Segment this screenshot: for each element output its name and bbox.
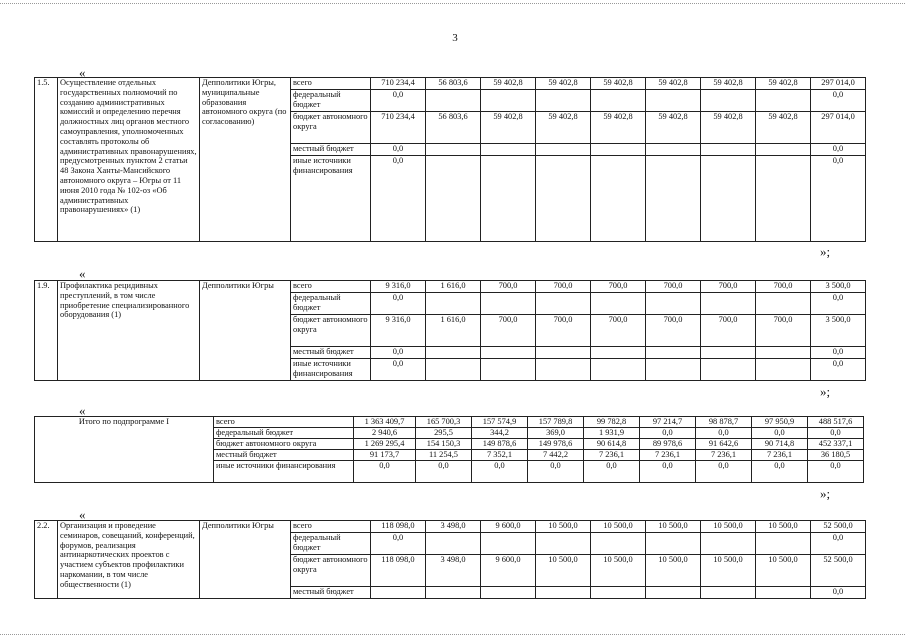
value-cell: 9 600,0 (481, 555, 536, 587)
value-cell: 97 950,9 (752, 417, 808, 428)
value-cell: 10 500,0 (756, 555, 811, 587)
value-cell: 7 236,1 (696, 450, 752, 461)
value-cell: 7 236,1 (640, 450, 696, 461)
value-cell: 99 782,8 (584, 417, 640, 428)
value-cell: 700,0 (756, 281, 811, 293)
section-table (34, 77, 866, 242)
value-cell: 0,0 (354, 461, 416, 483)
value-cell (756, 587, 811, 599)
value-cell: 0,0 (696, 461, 752, 483)
value-cell: 0,0 (811, 533, 866, 555)
value-cell (426, 347, 481, 359)
value-cell: 0,0 (371, 533, 426, 555)
value-cell: 488 517,6 (808, 417, 864, 428)
value-cell (536, 90, 591, 112)
value-cell: 9 316,0 (371, 315, 426, 347)
value-cell: 59 402,8 (646, 112, 701, 144)
value-cell (701, 90, 756, 112)
value-cell: 0,0 (371, 359, 426, 381)
value-cell (536, 144, 591, 156)
value-cell (591, 144, 646, 156)
row-label: всего (291, 281, 371, 293)
value-cell: 295,5 (416, 428, 472, 439)
value-cell: 700,0 (756, 315, 811, 347)
value-cell: 0,0 (811, 144, 866, 156)
value-cell (481, 90, 536, 112)
scan-top-edge (0, 3, 905, 4)
value-cell (756, 144, 811, 156)
value-cell: 59 402,8 (591, 112, 646, 144)
value-cell (701, 533, 756, 555)
value-cell: 3 498,0 (426, 555, 481, 587)
value-cell: 700,0 (646, 281, 701, 293)
value-cell: 0,0 (528, 461, 584, 483)
value-cell: 36 180,5 (808, 450, 864, 461)
value-cell: 59 402,8 (481, 112, 536, 144)
value-cell: 90 614,8 (584, 439, 640, 450)
value-cell (756, 533, 811, 555)
value-cell: 52 500,0 (811, 555, 866, 587)
value-cell: 0,0 (811, 347, 866, 359)
executor: Депполитики Югры (200, 521, 291, 599)
row-label: всего (291, 521, 371, 533)
value-cell: 59 402,8 (701, 112, 756, 144)
value-cell: 3 500,0 (811, 281, 866, 293)
value-cell (536, 587, 591, 599)
value-cell (371, 587, 426, 599)
value-cell: 10 500,0 (591, 521, 646, 533)
value-cell (646, 359, 701, 381)
row-label: местный бюджет (214, 450, 354, 461)
value-cell (426, 587, 481, 599)
value-cell: 2 940,6 (354, 428, 416, 439)
value-cell: 118 098,0 (371, 555, 426, 587)
value-cell: 56 803,6 (426, 112, 481, 144)
value-cell (426, 90, 481, 112)
row-label: иные источники финансирования (291, 359, 371, 381)
value-cell (646, 587, 701, 599)
row-number: 2.2. (35, 521, 58, 599)
value-cell: 0,0 (808, 461, 864, 483)
value-cell (701, 587, 756, 599)
value-cell: 0,0 (811, 359, 866, 381)
value-cell: 0,0 (371, 144, 426, 156)
value-cell: 700,0 (536, 281, 591, 293)
measure-title: Организация и проведение семинаров, совещаний, конференций, форумов, реализация антинаркотических проектов с участием субъектов профилактики наркомании, в том числе общественности (1) (58, 521, 200, 599)
value-cell (536, 359, 591, 381)
value-cell (646, 533, 701, 555)
value-cell: 52 500,0 (811, 521, 866, 533)
value-cell: 700,0 (701, 281, 756, 293)
value-cell (481, 347, 536, 359)
row-label: местный бюджет (291, 144, 371, 156)
value-cell (481, 144, 536, 156)
value-cell: 700,0 (536, 315, 591, 347)
value-cell: 0,0 (811, 293, 866, 315)
value-cell: 700,0 (646, 315, 701, 347)
value-cell: 0,0 (752, 461, 808, 483)
value-cell: 7 352,1 (472, 450, 528, 461)
value-cell: 1 616,0 (426, 315, 481, 347)
value-cell: 10 500,0 (701, 555, 756, 587)
value-cell: 10 500,0 (591, 555, 646, 587)
value-cell: 89 978,6 (640, 439, 696, 450)
row-label: местный бюджет (291, 587, 371, 599)
value-cell (591, 293, 646, 315)
section-1-5 (34, 77, 866, 242)
value-cell: 10 500,0 (536, 555, 591, 587)
value-cell: 157 574,9 (472, 417, 528, 428)
value-cell (591, 90, 646, 112)
closing-quote: »; (820, 384, 831, 399)
closing-quote: »; (820, 244, 831, 259)
row-label: иные источники финансирования (214, 461, 354, 483)
executor: Депполитики Югры (200, 281, 291, 381)
row-label: всего (214, 417, 354, 428)
value-cell: 344,2 (472, 428, 528, 439)
value-cell: 0,0 (808, 428, 864, 439)
value-cell: 59 402,8 (481, 78, 536, 90)
subprogram-total (34, 416, 864, 483)
value-cell: 0,0 (416, 461, 472, 483)
section-table (34, 280, 866, 381)
value-cell: 0,0 (811, 156, 866, 242)
value-cell (426, 359, 481, 381)
value-cell: 1 269 295,4 (354, 439, 416, 450)
row-label: всего (291, 78, 371, 90)
value-cell (481, 156, 536, 242)
measure-title: Профилактика рецидивных преступлений, в том числе приобретение специализированного оборудования (1) (58, 281, 200, 381)
value-cell (536, 533, 591, 555)
value-cell: 154 150,3 (416, 439, 472, 450)
value-cell (756, 347, 811, 359)
value-cell: 0,0 (640, 428, 696, 439)
executor: Депполитики Югры, муниципальные образования автономного округа (по согласованию) (200, 78, 291, 242)
value-cell: 10 500,0 (756, 521, 811, 533)
value-cell: 0,0 (640, 461, 696, 483)
value-cell: 3 500,0 (811, 315, 866, 347)
opening-quote: « (79, 266, 86, 281)
value-cell (591, 359, 646, 381)
value-cell: 452 337,1 (808, 439, 864, 450)
value-cell (481, 359, 536, 381)
page-number: 3 (452, 32, 458, 44)
value-cell: 0,0 (696, 428, 752, 439)
total-table (34, 416, 864, 483)
row-number: 1.9. (35, 281, 58, 381)
opening-quote: « (79, 65, 86, 80)
value-cell (701, 144, 756, 156)
row-label: бюджет автономного округа (291, 555, 371, 587)
value-cell: 59 402,8 (701, 78, 756, 90)
value-cell: 59 402,8 (536, 112, 591, 144)
value-cell: 91 642,6 (696, 439, 752, 450)
value-cell: 0,0 (371, 347, 426, 359)
value-cell: 97 214,7 (640, 417, 696, 428)
value-cell: 98 878,7 (696, 417, 752, 428)
measure-title: Осуществление отдельных государственных полномочий по созданию административных комиссий и определению перечня должностных лиц органов местного самоуправления, уполномоченных составлять протоколы об административных правонарушениях, предусмотренных пунктом 2 статьи 48 Закона Ханты-Мансийского автономного округа – Югры от 11 июня 2010 года № 102-оз «Об административных правонарушениях» (1) (58, 78, 200, 242)
value-cell (646, 90, 701, 112)
value-cell (756, 359, 811, 381)
row-label: местный бюджет (291, 347, 371, 359)
value-cell (481, 533, 536, 555)
row-label: федеральный бюджет (214, 428, 354, 439)
value-cell: 9 316,0 (371, 281, 426, 293)
value-cell (756, 293, 811, 315)
value-cell: 56 803,6 (426, 78, 481, 90)
row-label: федеральный бюджет (291, 293, 371, 315)
value-cell: 11 254,5 (416, 450, 472, 461)
row-label: бюджет автономного округа (291, 315, 371, 347)
value-cell (426, 144, 481, 156)
row-label: федеральный бюджет (291, 90, 371, 112)
value-cell: 7 236,1 (584, 450, 640, 461)
value-cell: 149 978,6 (528, 439, 584, 450)
value-cell: 59 402,8 (536, 78, 591, 90)
value-cell: 0,0 (371, 156, 426, 242)
value-cell (536, 293, 591, 315)
value-cell: 1 616,0 (426, 281, 481, 293)
total-title: Итого по подпрограмме I (35, 417, 214, 483)
value-cell (756, 156, 811, 242)
value-cell: 0,0 (371, 90, 426, 112)
value-cell (701, 156, 756, 242)
closing-quote: »; (820, 486, 831, 501)
value-cell (646, 144, 701, 156)
value-cell (591, 156, 646, 242)
row-number: 1.5. (35, 78, 58, 242)
value-cell: 165 700,3 (416, 417, 472, 428)
value-cell: 7 442,2 (528, 450, 584, 461)
value-cell: 59 402,8 (646, 78, 701, 90)
value-cell: 10 500,0 (646, 555, 701, 587)
value-cell (536, 156, 591, 242)
section-2-2 (34, 520, 866, 599)
value-cell: 118 098,0 (371, 521, 426, 533)
value-cell: 59 402,8 (591, 78, 646, 90)
value-cell: 3 498,0 (426, 521, 481, 533)
value-cell: 1 363 409,7 (354, 417, 416, 428)
value-cell: 700,0 (591, 281, 646, 293)
value-cell: 369,0 (528, 428, 584, 439)
value-cell (701, 359, 756, 381)
value-cell: 9 600,0 (481, 521, 536, 533)
value-cell: 90 714,8 (752, 439, 808, 450)
value-cell: 297 014,0 (811, 78, 866, 90)
value-cell: 297 014,0 (811, 112, 866, 144)
value-cell: 0,0 (811, 587, 866, 599)
value-cell (426, 293, 481, 315)
value-cell: 700,0 (481, 281, 536, 293)
value-cell (646, 293, 701, 315)
value-cell: 0,0 (472, 461, 528, 483)
value-cell (646, 156, 701, 242)
value-cell (591, 347, 646, 359)
value-cell (536, 347, 591, 359)
value-cell: 7 236,1 (752, 450, 808, 461)
value-cell (481, 293, 536, 315)
opening-quote: « (79, 403, 86, 418)
value-cell: 0,0 (584, 461, 640, 483)
value-cell (756, 90, 811, 112)
value-cell: 700,0 (591, 315, 646, 347)
value-cell: 149 878,6 (472, 439, 528, 450)
value-cell: 710 234,4 (371, 78, 426, 90)
value-cell: 157 789,8 (528, 417, 584, 428)
value-cell (591, 587, 646, 599)
value-cell: 10 500,0 (536, 521, 591, 533)
value-cell (701, 347, 756, 359)
row-label: бюджет автономного округа (214, 439, 354, 450)
opening-quote: « (79, 507, 86, 522)
value-cell (701, 293, 756, 315)
value-cell (426, 533, 481, 555)
value-cell (481, 587, 536, 599)
scan-bottom-edge (0, 634, 905, 635)
value-cell: 710 234,4 (371, 112, 426, 144)
value-cell: 700,0 (481, 315, 536, 347)
value-cell (646, 347, 701, 359)
row-label: федеральный бюджет (291, 533, 371, 555)
value-cell: 59 402,8 (756, 112, 811, 144)
row-label: иные источники финансирования (291, 156, 371, 242)
value-cell: 1 931,9 (584, 428, 640, 439)
value-cell: 0,0 (371, 293, 426, 315)
value-cell: 59 402,8 (756, 78, 811, 90)
value-cell: 0,0 (752, 428, 808, 439)
section-1-9 (34, 280, 866, 381)
value-cell: 10 500,0 (646, 521, 701, 533)
value-cell (426, 156, 481, 242)
value-cell: 0,0 (811, 90, 866, 112)
row-label: бюджет автономного округа (291, 112, 371, 144)
section-table (34, 520, 866, 599)
value-cell: 10 500,0 (701, 521, 756, 533)
value-cell: 700,0 (701, 315, 756, 347)
value-cell: 91 173,7 (354, 450, 416, 461)
value-cell (591, 533, 646, 555)
